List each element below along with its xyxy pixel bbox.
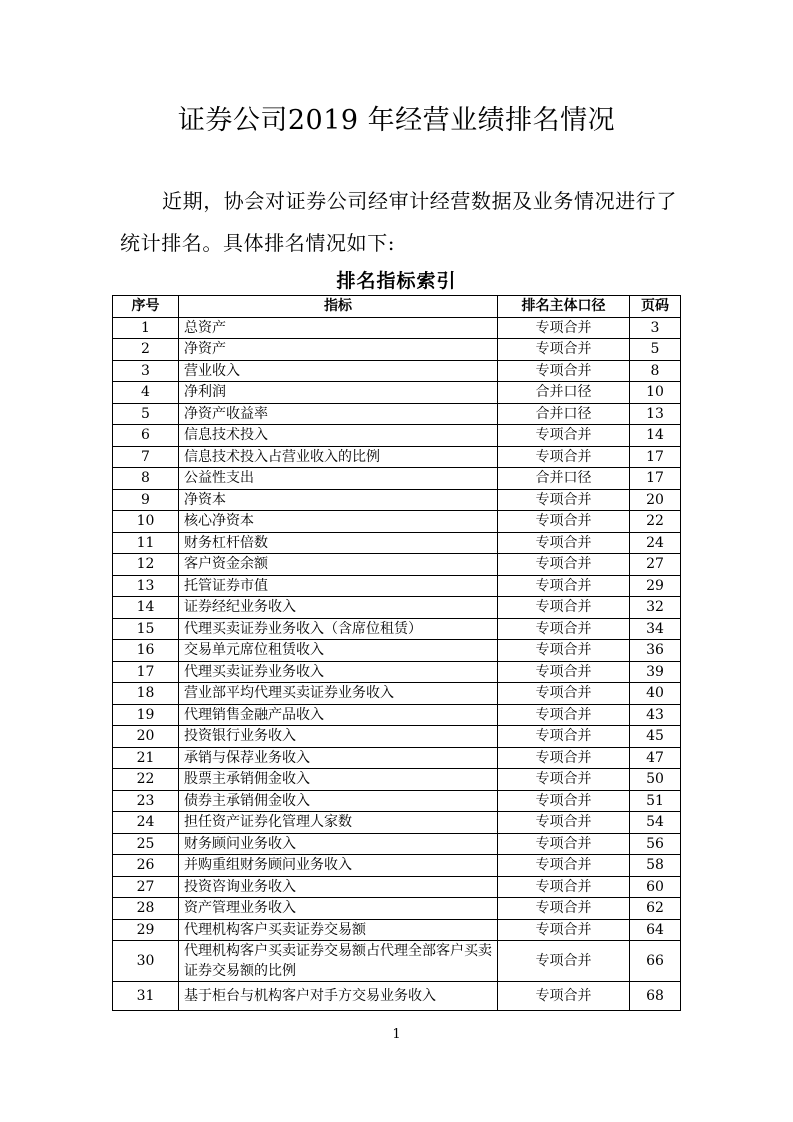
row-page: 54 [630,812,681,834]
row-scope: 专项合并 [498,747,630,769]
row-page: 40 [630,683,681,705]
table-row [113,317,681,339]
row-number: 17 [113,661,179,683]
row-scope: 专项合并 [498,575,630,597]
page-title: 证券公司2019 年经营业绩排名情况 [177,105,616,136]
table-row [113,661,681,683]
row-indicator: 股票主承销佣金收入 [179,769,498,791]
table-row [113,382,681,404]
row-number: 16 [113,640,179,662]
table-row [113,425,681,447]
table-row [113,360,681,382]
row-indicator: 信息技术投入占营业收入的比例 [179,446,498,468]
row-scope: 专项合并 [498,640,630,662]
header-num: 序号 [113,296,179,318]
row-number: 9 [113,489,179,511]
row-page: 22 [630,511,681,533]
row-number: 19 [113,704,179,726]
row-indicator: 代理买卖证券业务收入（含席位租赁） [179,618,498,640]
header-indicator: 指标 [179,296,498,318]
row-scope: 专项合并 [498,919,630,941]
row-scope: 专项合并 [498,898,630,920]
row-page: 10 [630,382,681,404]
row-page: 5 [630,339,681,361]
row-number: 1 [113,317,179,339]
row-scope: 专项合并 [498,425,630,447]
row-page: 14 [630,425,681,447]
row-indicator: 资产管理业务收入 [179,898,498,920]
row-scope: 专项合并 [498,661,630,683]
row-scope: 合并口径 [498,382,630,404]
row-indicator: 代理买卖证券业务收入 [179,661,498,683]
row-page: 50 [630,769,681,791]
table-row [113,683,681,705]
row-scope: 专项合并 [498,726,630,748]
table-row [113,855,681,877]
row-number: 3 [113,360,179,382]
row-scope: 专项合并 [498,532,630,554]
row-number: 25 [113,833,179,855]
row-number: 8 [113,468,179,490]
row-number: 7 [113,446,179,468]
table-row [113,726,681,748]
table-row [113,339,681,361]
row-indicator: 总资产 [179,317,498,339]
table-row [113,597,681,619]
row-page: 20 [630,489,681,511]
row-page: 39 [630,661,681,683]
row-scope: 专项合并 [498,982,630,1011]
table-row [113,575,681,597]
table-row [113,618,681,640]
row-page: 27 [630,554,681,576]
row-page: 51 [630,790,681,812]
row-number: 6 [113,425,179,447]
table-row [113,640,681,662]
row-page: 3 [630,317,681,339]
row-scope: 专项合并 [498,812,630,834]
row-scope: 专项合并 [498,597,630,619]
page-number: 1 [392,1027,401,1042]
row-scope: 专项合并 [498,941,630,982]
row-number: 11 [113,532,179,554]
row-number: 26 [113,855,179,877]
row-scope: 专项合并 [498,339,630,361]
row-page: 47 [630,747,681,769]
row-number: 23 [113,790,179,812]
row-scope: 专项合并 [498,790,630,812]
row-indicator: 投资咨询业务收入 [179,876,498,898]
row-scope: 专项合并 [498,683,630,705]
row-number: 31 [113,982,179,1011]
row-number: 5 [113,403,179,425]
row-page: 13 [630,403,681,425]
row-indicator: 代理机构客户买卖证券交易额占代理全部客户买卖证券交易额的比例 [179,941,498,982]
row-indicator: 营业部平均代理买卖证券业务收入 [179,683,498,705]
row-indicator: 净资产 [179,339,498,361]
row-scope: 专项合并 [498,446,630,468]
table-row [113,747,681,769]
table-row [113,790,681,812]
table-row [113,769,681,791]
row-scope: 专项合并 [498,317,630,339]
row-indicator: 投资银行业务收入 [179,726,498,748]
row-number: 27 [113,876,179,898]
row-scope: 专项合并 [498,876,630,898]
row-scope: 专项合并 [498,704,630,726]
row-number: 22 [113,769,179,791]
row-number: 20 [113,726,179,748]
row-page: 43 [630,704,681,726]
row-number: 24 [113,812,179,834]
table-header-row [113,296,681,318]
row-page: 68 [630,982,681,1011]
row-indicator: 证券经纪业务收入 [179,597,498,619]
row-scope: 专项合并 [498,554,630,576]
table-row [113,812,681,834]
row-indicator: 交易单元席位租赁收入 [179,640,498,662]
row-indicator: 代理机构客户买卖证券交易额 [179,919,498,941]
row-indicator: 承销与保荐业务收入 [179,747,498,769]
row-page: 45 [630,726,681,748]
row-page: 34 [630,618,681,640]
table-row [113,468,681,490]
table-row [113,919,681,941]
table-caption: 排名指标索引 [336,270,457,292]
row-number: 10 [113,511,179,533]
row-indicator: 基于柜台与机构客户对手方交易业务收入 [179,982,498,1011]
row-indicator: 净资产收益率 [179,403,498,425]
row-page: 62 [630,898,681,920]
table-row [113,833,681,855]
table-row [113,876,681,898]
row-page: 24 [630,532,681,554]
row-number: 29 [113,919,179,941]
row-page: 60 [630,876,681,898]
row-number: 30 [113,941,179,982]
table-body [113,317,681,1011]
row-number: 13 [113,575,179,597]
row-indicator: 净利润 [179,382,498,404]
row-page: 32 [630,597,681,619]
row-number: 14 [113,597,179,619]
table-row [113,532,681,554]
table-row [113,982,681,1011]
row-page: 8 [630,360,681,382]
row-number: 18 [113,683,179,705]
row-indicator: 并购重组财务顾问业务收入 [179,855,498,877]
row-scope: 专项合并 [498,618,630,640]
row-scope: 合并口径 [498,403,630,425]
ranking-index-table [112,295,681,1011]
table-row [113,489,681,511]
row-indicator: 公益性支出 [179,468,498,490]
row-indicator: 核心净资本 [179,511,498,533]
row-indicator: 财务顾问业务收入 [179,833,498,855]
header-scope: 排名主体口径 [498,296,630,318]
row-number: 4 [113,382,179,404]
row-indicator: 托管证券市值 [179,575,498,597]
intro-paragraph: 近期，协会对证券公司经审计经营数据及业务情况进行了统计排名。具体排名情况如下: [120,189,677,255]
row-scope: 专项合并 [498,769,630,791]
row-scope: 专项合并 [498,489,630,511]
row-scope: 合并口径 [498,468,630,490]
row-page: 17 [630,446,681,468]
row-scope: 专项合并 [498,511,630,533]
row-page: 17 [630,468,681,490]
table-row [113,554,681,576]
row-indicator: 营业收入 [179,360,498,382]
table-row [113,898,681,920]
row-indicator: 信息技术投入 [179,425,498,447]
row-page: 64 [630,919,681,941]
row-number: 21 [113,747,179,769]
row-scope: 专项合并 [498,833,630,855]
table-row [113,511,681,533]
row-number: 12 [113,554,179,576]
row-indicator: 净资本 [179,489,498,511]
table-row [113,446,681,468]
row-page: 29 [630,575,681,597]
header-page: 页码 [630,296,681,318]
row-indicator: 客户资金余额 [179,554,498,576]
row-indicator: 代理销售金融产品收入 [179,704,498,726]
table-row [113,941,681,982]
row-number: 2 [113,339,179,361]
row-scope: 专项合并 [498,360,630,382]
row-page: 36 [630,640,681,662]
row-indicator: 财务杠杆倍数 [179,532,498,554]
row-indicator: 债券主承销佣金收入 [179,790,498,812]
row-page: 58 [630,855,681,877]
row-number: 15 [113,618,179,640]
row-page: 66 [630,941,681,982]
row-number: 28 [113,898,179,920]
table-row [113,403,681,425]
row-indicator: 担任资产证券化管理人家数 [179,812,498,834]
table-row [113,704,681,726]
row-scope: 专项合并 [498,855,630,877]
row-page: 56 [630,833,681,855]
